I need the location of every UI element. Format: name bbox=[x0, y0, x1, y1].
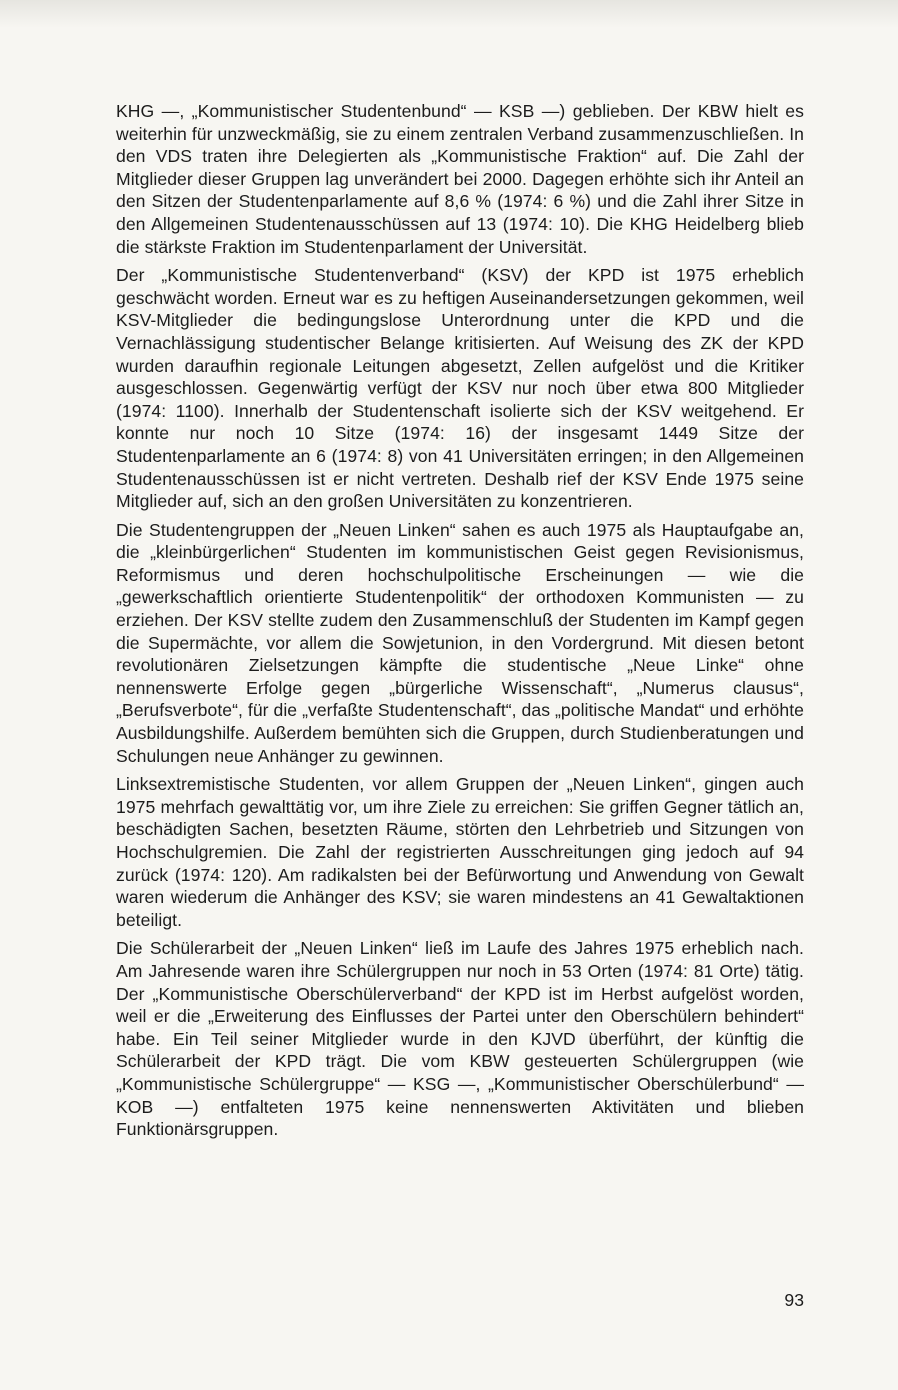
paragraph-ksv: Der „Kommunistische Studentenverband“ (KSV) der KPD ist 1975 erheblich geschwächt worden. Erneut war es zu heftigen Auseinandersetzungen gekommen, weil KSV-Mitglieder die bedingungslose Unterordnung unter die KPD und die Vernachlässigung studentischer Belange kritisierten. Auf Weisung des ZK der KPD wurden daraufhin regionale Leitungen abgesetzt, Zellen aufgelöst und die Kritiker ausgeschlossen. Gegenwärtig verfügt der KSV nur noch über etwa 800 Mitglieder (1974: 1100). Innerhalb der Studentenschaft isolierte sich der KSV weitgehend. Er konnte nur noch 10 Sitze (1974: 16) der insgesamt 1449 Sitze der Studentenparlamente an 6 (1974: 8) von 41 Universitäten erringen; in den Allgemeinen Studentenausschüssen ist er nicht vertreten. Deshalb rief der KSV Ende 1975 seine Mitglieder auf, sich an den großen Universitäten zu konzentrieren. bbox=[116, 265, 804, 512]
paragraph-gewalt: Linksextremistische Studenten, vor allem Gruppen der „Neuen Linken“, gingen auch 1975 mehrfach gewalttätig vor, um ihre Ziele zu erreichen: Sie griffen Gegner tätlich an, beschädigten Sachen, besetzten Räume, störten den Lehrbetrieb und Sitzungen von Hochschulgremien. Die Zahl der registrierten Ausschreitungen ging jedoch auf 94 zurück (1974: 120). Am radikalsten bei der Befürwortung und Anwendung von Gewalt waren wiederum die Anhänger des KSV; sie waren mindestens an 41 Gewaltaktionen beteiligt. bbox=[116, 774, 804, 930]
page-number: 93 bbox=[784, 1290, 804, 1310]
paragraph-neue-linke-studenten: Die Studentengruppen der „Neuen Linken“ sahen es auch 1975 als Hauptaufgabe an, die „kleinbürgerlichen“ Studenten im kommunistischen Geist gegen Revisionismus, Reformismus und deren hochschulpolitische Erscheinungen — wie die „gewerkschaftlich orientierte Studentenpolitik“ der orthodoxen Kommunisten — zu erziehen. Der KSV stellte zudem den Zusammenschluß der Studenten im Kampf gegen die Supermächte, vor allem die Sowjetunion, in den Vordergrund. Mit diesen betont revolutionären Zielsetzungen kämpfte die studentische „Neue Linke“ ohne nennenswerte Erfolge gegen „bürgerliche Wissenschaft“, „Numerus clausus“, „Berufsverbote“, für die „verfaßte Studentenschaft“, das „politische Mandat“ und erhöhte Ausbildungshilfe. Außerdem bemühten sich die Gruppen, durch Studienberatungen und Schulungen neue Anhänger zu gewinnen. bbox=[116, 519, 804, 766]
paragraph-schuelerarbeit: Die Schülerarbeit der „Neuen Linken“ ließ im Laufe des Jahres 1975 erheblich nach. Am Jahresende waren ihre Schülergruppen nur noch in 53 Orten (1974: 81 Orte) tätig. Der „Kommunistische Oberschülerverband“ der KPD ist im Herbst aufgelöst worden, weil er die „Erweiterung des Einflusses der Partei unter den Oberschülern behindert“ habe. Ein Teil seiner Mitglieder wurde in den KJVD überführt, der künftig die Schülerarbeit der KPD trägt. Die vom KBW gesteuerten Schülergruppen (wie „Kommunistische Schülergruppe“ — KSG —, „Kommunistischer Oberschülerbund“ — KOB —) entfalteten 1975 keine nennenswerten Aktivitäten und blieben Funktionärsgruppen. bbox=[116, 938, 804, 1140]
body-text bbox=[116, 100, 804, 1147]
paragraph-khg-ksb: KHG —, „Kommunistischer Studentenbund“ — KSB —) geblieben. Der KBW hielt es weiterhin für unzweckmäßig, sie zu einem zentralen Verband zusammenzuschließen. In den VDS traten ihre Delegierten als „Kommunistische Fraktion“ auf. Die Zahl der Mitglieder dieser Gruppen lag unverändert bei 2000. Dagegen erhöhte sich ihr Anteil an den Sitzen der Studentenparlamente auf 8,6 % (1974: 6 %) und die Zahl ihrer Sitze in den Allgemeinen Studentenausschüssen auf 13 (1974: 10). Die KHG Heidelberg blieb die stärkste Fraktion im Studentenparlament der Universität. bbox=[116, 101, 804, 257]
page-edge-shadow bbox=[0, 0, 898, 28]
